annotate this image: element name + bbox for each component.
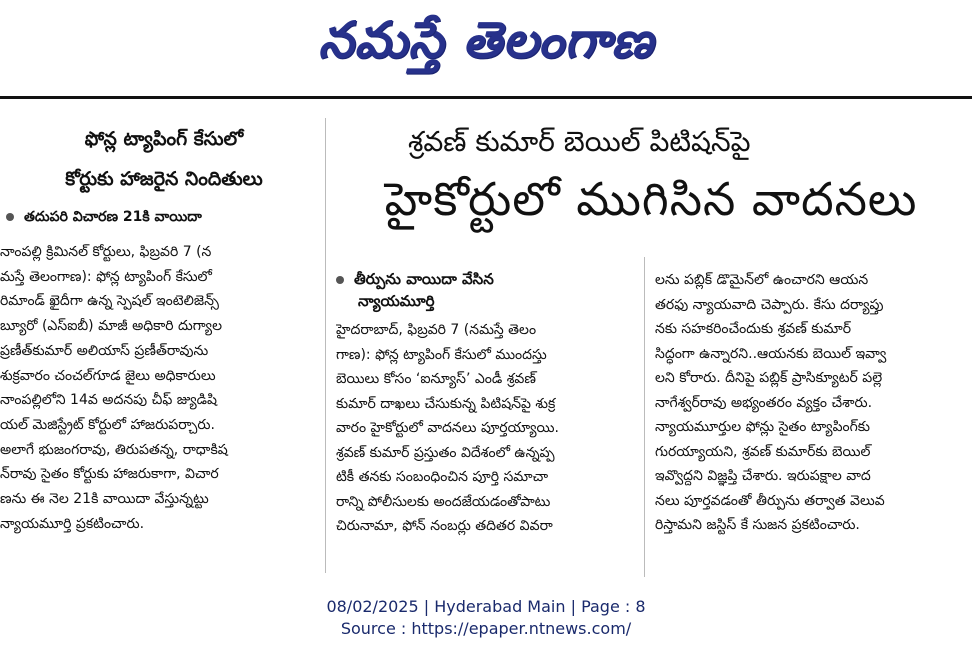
main-headline: హైకోర్టులో ముగిసిన వాదనలు bbox=[384, 172, 918, 226]
body-line: అలాగే భుజంగరావు, తిరుపతన్న, రాధాకిష bbox=[0, 441, 228, 458]
body-line: మస్తే తెలంగాణ): ఫోన్ల ట్యాపింగ్ కేసులో bbox=[0, 268, 212, 285]
body-line: ణను ఈ నెల 21కి వాయిదా వేస్తున్నట్టు bbox=[0, 491, 209, 508]
body-line: నకు సహకరించేందుకు శ్రవణ్ కుమార్ bbox=[655, 321, 852, 337]
body-line: యల్ మెజిస్ట్రేట్ కోర్టులో హాజరుపర్చారు. bbox=[0, 416, 215, 433]
body-line: నాంపల్లి క్రిమినల్ కోర్టులు, ఫిబ్రవరి 7 (న bbox=[0, 244, 212, 260]
body-line: సిద్ధంగా ఉన్నారని..ఆయనకు బెయిల్ ఇవ్వా bbox=[655, 345, 887, 362]
body-line: వారం హైకోర్టులో వాదనలు పూర్తయ్యాయి. bbox=[336, 420, 559, 436]
body-line: హైదరాబాద్, ఫిబ్రవరి 7 (నమస్తే తెలం bbox=[336, 322, 537, 338]
body-line: రిమాండ్ ఖైదీగా ఉన్న స్పెషల్ ఇంటెలిజెన్స్ bbox=[0, 293, 219, 310]
main-kicker: శ్రవణ్ కుమార్ బెయిల్ పిటిషన్‌పై bbox=[408, 125, 751, 158]
main-article-column-2 bbox=[655, 268, 957, 538]
left-article bbox=[0, 110, 322, 580]
body-line: గురయ్యాయని, శ్రవణ్ కుమార్‌కు బెయిల్ bbox=[655, 443, 871, 460]
body-line: న్యాయమూర్తి ప్రకటించారు. bbox=[0, 515, 145, 532]
column-divider bbox=[644, 257, 645, 577]
body-line: లను పబ్లిక్ డొమైన్‌లో ఉంచారని ఆయన bbox=[655, 272, 869, 288]
left-headline-line2: కోర్టుకు హాజరైన నిందితులు bbox=[65, 168, 263, 190]
left-headline-line1: ఫోన్ల ట్యాపింగ్ కేసులో bbox=[84, 128, 244, 150]
main-subhead bbox=[336, 268, 636, 312]
body-line: రాన్ని పోలీసులకు అందజేయడంతోపాటు bbox=[336, 493, 551, 510]
body-line: నలు పూర్తవడంతో తీర్పును తర్వాత వెలువ bbox=[655, 492, 885, 509]
body-line: తరఫు న్యాయవాది చెప్పారు. కేసు దర్యాప్తు bbox=[655, 296, 884, 313]
body-line: న్‌రావు సైతం కోర్టుకు హాజరుకాగా, విచార bbox=[0, 466, 219, 483]
body-line: రిస్తామని జస్టిస్ కే సుజన ప్రకటించారు. bbox=[655, 517, 860, 533]
body-line: శ్రవణ్ కుమార్ ప్రస్తుతం విదేశంలో ఉన్నప్ప bbox=[336, 444, 555, 461]
masthead-title: నమస్తే తెలంగాణ bbox=[318, 11, 654, 69]
bullet-icon bbox=[6, 213, 14, 221]
main-article-column-1 bbox=[336, 318, 636, 539]
left-subhead-text: తదుపరి విచారణ 21కి వాయిదా bbox=[24, 209, 202, 225]
body-line: గాణ): ఫోన్ల ట్యాపింగ్ కేసులో ముందస్తు bbox=[336, 346, 547, 363]
column-divider bbox=[325, 118, 326, 573]
body-line: చిరునామా, ఫోన్ నంబర్లు తదితర వివరా bbox=[336, 518, 553, 534]
body-line: నాగేశ్వర్‌రావు అభ్యంతరం వ్యక్తం చేశారు. bbox=[655, 394, 873, 411]
masthead bbox=[0, 4, 972, 76]
body-line: కుమార్ దాఖలు చేసుకున్న పిటిషన్‌పై శుక్ర bbox=[336, 395, 556, 412]
edition-info: 08/02/2025 | Hyderabad Main | Page : 8 bbox=[326, 597, 646, 616]
left-subhead bbox=[6, 207, 322, 227]
bullet-icon bbox=[336, 276, 344, 284]
body-line: నాంపల్లిలోని 14వ అదనపు చీఫ్ జ్యుడిషి bbox=[0, 392, 218, 409]
body-line: టికీ తనకు సంబంధించిన పూర్తి సమాచా bbox=[336, 469, 549, 485]
left-article-body bbox=[0, 240, 320, 536]
main-subhead-line2: న్యాయమూర్తి bbox=[358, 292, 435, 310]
body-line: బెయిలు కోసం ‘ఐన్యూస్’ ఎండీ శ్రవణ్ bbox=[336, 371, 536, 387]
main-subhead-line1: తీర్పును వాయిదా వేసిన bbox=[354, 270, 494, 288]
body-line: ప్రణీత్‌కుమార్ అలియాస్ ప్రణీత్‌రావును bbox=[0, 342, 209, 359]
body-line: లని కోరారు. దీనిపై పబ్లిక్ ప్రాసిక్యూటర్ పల్లె bbox=[655, 370, 883, 386]
body-line: బ్యూరో (ఎస్ఐబీ) మాజీ అధికారి దుగ్యాల bbox=[0, 318, 223, 335]
source-line: Source : https://epaper.ntnews.com/ bbox=[340, 619, 632, 638]
top-rule bbox=[0, 96, 972, 99]
body-line: శుక్రవారం చంచల్‌గూడ జైలు అధికారులు bbox=[0, 367, 216, 384]
body-line: న్యాయమూర్తుల ఫోన్లు సైతం ట్యాపింగ్‌కు bbox=[655, 419, 870, 435]
body-line: ఇవ్వొద్దని విజ్ఞప్తి చేశారు. ఇరుపక్షాల వాద bbox=[655, 468, 871, 484]
